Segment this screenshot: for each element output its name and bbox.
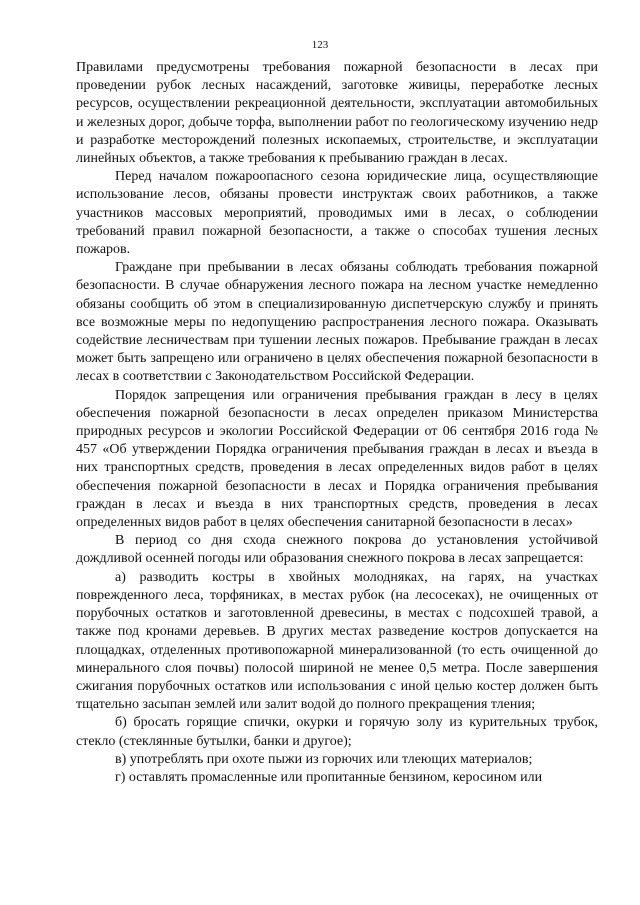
list-item: б) бросать горящие спички, окурки и горячую золу из курительных трубок, стекло (стеклянные бутылки, банки и другое);: [76, 715, 598, 749]
list-item: в) употреблять при охоте пыжи из горючих или тлеющих материалов;: [115, 751, 533, 767]
list-item: а) разводить костры в хвойных молодняках, на гарях, на участках поврежденного леса, торфяниках, в местах рубок (на лесосеках), не очищенных от порубочных остатков и заготовленной древесины, в местах с подсохшей травой, а также под кронами деревьев. В других местах разведение костров допускается на площадках, отделенных противопожарной минерализованной (то есть очищенной до минерального слоя почвы) полосой шириной не менее 0,5 метра. После завершения сжигания порубочных остатков или использования с иной целью костер должен быть тщательно засыпан землей или залит водой до полного прекращения тления;: [76, 569, 598, 713]
paragraph: Граждане при пребывании в лесах обязаны соблюдать требования пожарной безопасности. В случае обнаружения лесного пожара на лесном участке немедленно обязаны сообщить об этом в специализированную диспетчерскую службу и принять все возможные меры по недопущению распространения лесного пожара. Оказывать содействие лесничествам при тушении лесных пожаров. Пребывание граждан в лесах может быть запрещено или ограничено в целях обеспечения пожарной безопасности в лесах в соответствии с Законодательством Российской Федерации.: [76, 260, 598, 385]
page-number: 123: [311, 39, 329, 51]
paragraph: В период со дня схода снежного покрова до установления устойчивой дождливой осенней погоды или образования снежного покрова в лесах запрещается:: [76, 533, 598, 567]
list-item: г) оставлять промасленные или пропитанные бензином, керосином или: [115, 769, 543, 785]
paragraph: Порядок запрещения или ограничения пребывания граждан в лесу в целях обеспечения пожарной безопасности в лесах определен приказом Министерства природных ресурсов и экологии Российской Федерации от 06 сентября 2016 года № 457 «Об утверждении Порядка ограничения пребывания граждан в лесах и въезда в них транспортных средств, проведения в лесах определенных видов работ в целях обеспечения пожарной безопасности в лесах и Порядка ограничения пребывания граждан в лесах и въезда в них транспортных средств, проведения в лесах определенных видов работ в целях обеспечения санитарной безопасности в лесах»: [76, 387, 598, 531]
paragraph: Правилами предусмотрены требования пожарной безопасности в лесах при проведении рубок лесных насаждений, заготовке живицы, переработке лесных ресурсов, осуществлении рекреационной деятельности, эксплуатации автомобильных и железных дорог, добыче торфа, выполнении работ по геологическому изучению недр и разработке месторождений полезных ископаемых, строительстве, и эксплуатации линейных объектов, а также требования к пребыванию граждан в лесах.: [76, 60, 598, 167]
body-text: [76, 59, 598, 787]
paragraph: Перед началом пожароопасного сезона юридические лица, осуществляющие использование лесов, обязаны провести инструктаж своих работников, а также участников массовых мероприятий, проводимых ими в лесах, о соблюдении требований правил пожарной безопасности, а также о способах тушения лесных пожаров.: [76, 169, 598, 258]
